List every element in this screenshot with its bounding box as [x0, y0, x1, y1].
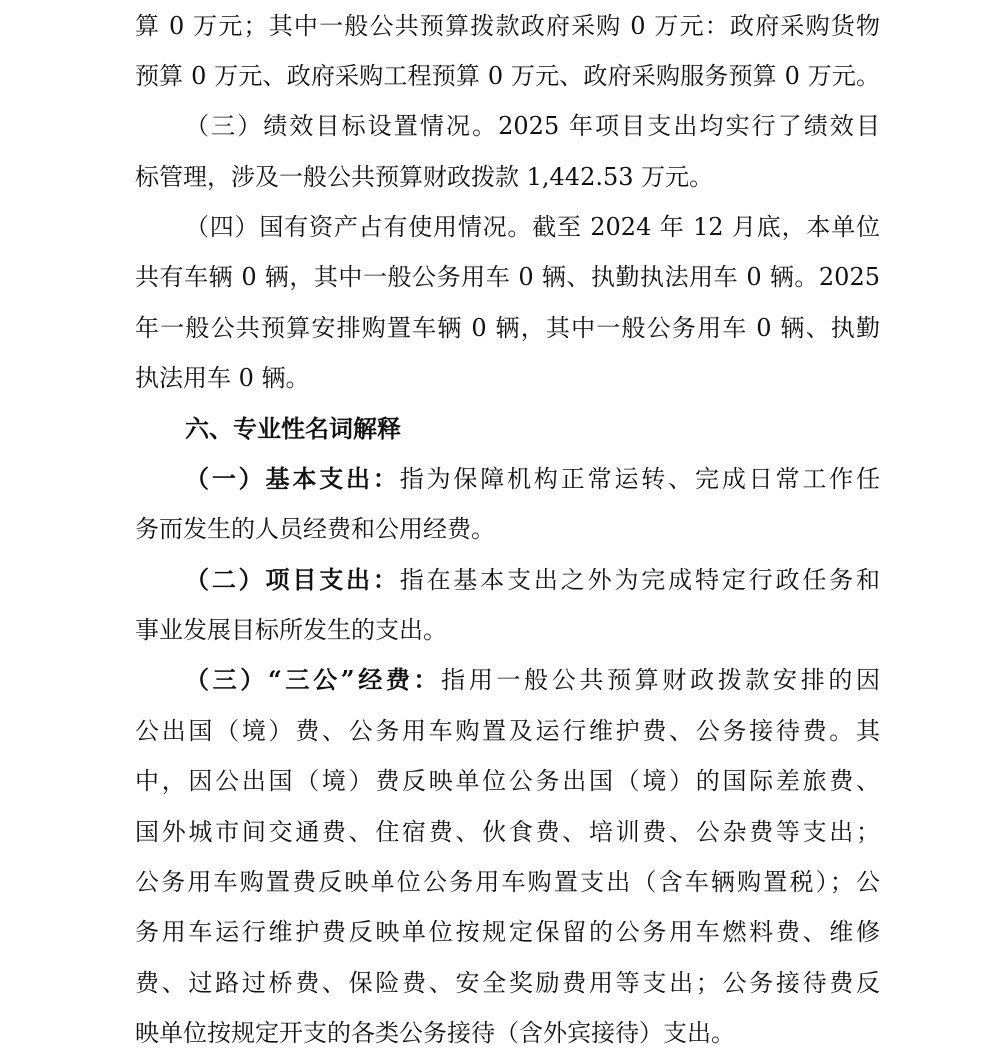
text-line: 共有车辆 0 辆，其中一般公务用车 0 辆、执勤执法用车 0 辆。2025: [135, 263, 880, 291]
definition-text: 指用一般公共预算财政拨款安排的因: [441, 666, 881, 694]
term-label: （二）项目支出：: [185, 565, 400, 594]
text-line: 务用车运行维护费反映单位按规定保留的公务用车燃料费、维修: [135, 918, 880, 946]
text-line: 务而发生的人员经费和公用经费。: [135, 515, 495, 543]
section-heading: 六、专业性名词解释: [185, 414, 401, 443]
text-line: 年一般公共预算安排购置车辆 0 辆，其中一般公务用车 0 辆、执勤: [135, 314, 880, 342]
document-page: [135, 0, 880, 1057]
text-line: （三）绩效目标设置情况。2025 年项目支出均实行了绩效目: [185, 112, 880, 140]
text-line: 公务用车购置费反映单位公务用车购置支出（含车辆购置税）；公: [135, 868, 880, 896]
definition-line: [185, 662, 880, 698]
text-line: 公出国（境）费、公务用车购置及运行维护费、公务接待费。其: [135, 717, 880, 745]
text-line: 执法用车 0 辆。: [135, 364, 310, 392]
term-label: （一）基本支出：: [185, 464, 400, 493]
text-line: 映单位按规定开支的各类公务接待（含外宾接待）支出。: [135, 1019, 735, 1047]
text-line: 国外城市间交通费、住宿费、伙食费、培训费、公杂费等支出；: [135, 818, 880, 846]
text-line: 中，因公出国（境）费反映单位公务出国（境）的国际差旅费、: [135, 767, 880, 795]
text-line: （四）国有资产占有使用情况。截至 2024 年 12 月底，本单位: [185, 213, 880, 241]
definition-text: 指为保障机构正常运转、完成日常工作任: [399, 465, 881, 493]
definition-text: 指在基本支出之外为完成特定行政任务和: [399, 566, 881, 594]
definition-line: [185, 461, 880, 497]
text-line: 费、过路过桥费、保险费、安全奖励费用等支出；公务接待费反: [135, 969, 880, 997]
text-line: 事业发展目标所发生的支出。: [135, 616, 447, 644]
text-line: 算 0 万元；其中一般公共预算拨款政府采购 0 万元：政府采购货物: [135, 12, 880, 40]
text-line: 预算 0 万元、政府采购工程预算 0 万元、政府采购服务预算 0 万元。: [135, 62, 880, 90]
text-line: 标管理，涉及一般公共预算财政拨款 1,442.53 万元。: [135, 163, 714, 191]
definition-line: [185, 562, 880, 598]
term-label: （三）“三公”经费：: [185, 665, 442, 694]
